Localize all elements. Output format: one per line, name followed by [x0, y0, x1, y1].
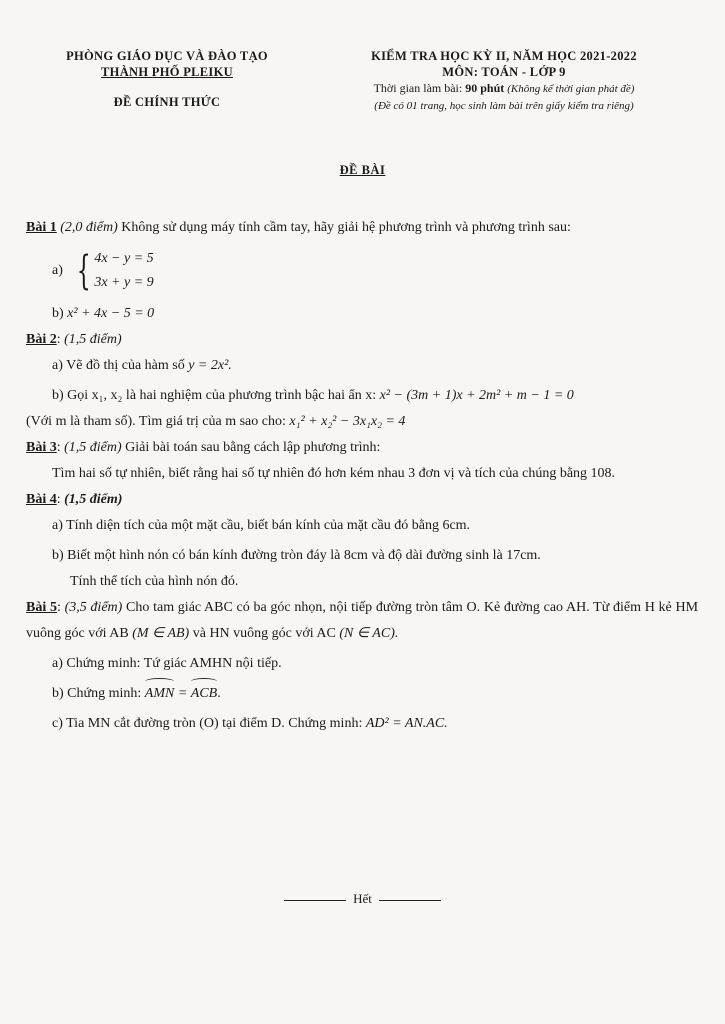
exam-title: KIỂM TRA HỌC KỲ II, NĂM HỌC 2021-2022 — [371, 49, 637, 63]
problem-2-label: Bài 2 — [26, 332, 57, 347]
problem-2b-text: b) Gọi x₁, x₂ là hai nghiệm của phương trình bậc hai ẩn x: — [52, 388, 377, 403]
problem-5: Bài 5: (3,5 điểm) Cho tam giác ABC có ba góc nhọn, nội tiếp đường tròn tâm O. Kẻ đường cao AH. Từ điểm H kẻ HM vuông góc với AB (M ∈ AB) và HN vuông góc với AC (N ∈ AC). — [26, 600, 699, 641]
problem-3-label: Bài 3 — [26, 440, 57, 455]
end-dash-right — [379, 900, 441, 901]
problem-4: Bài 4: (1,5 điểm) — [26, 492, 123, 507]
header-left — [38, 48, 296, 110]
problem-2b-condition: x₁² + x₂² − 3x₁x₂ = 4 — [289, 414, 406, 429]
end-dash-left — [284, 900, 346, 901]
problem-5c-prefix: c) Tia MN cắt đường tròn (O) tại điểm D. Chứng minh: — [52, 716, 363, 731]
time-value: 90 phút — [465, 81, 505, 95]
system-eq-2: 3x + y = 9 — [94, 275, 154, 290]
page-note: (Đề có 01 trang, học sinh làm bài trên giấy kiểm tra riêng) — [374, 100, 634, 112]
problem-2-points: (1,5 điểm) — [64, 332, 122, 347]
department-name: PHÒNG GIÁO DỤC VÀ ĐÀO TẠO — [66, 49, 268, 63]
page-note-line — [300, 97, 708, 114]
equals-sign: = — [174, 686, 191, 701]
problem-4-label: Bài 4 — [26, 492, 57, 507]
problem-2a-function: y = 2x². — [188, 358, 232, 373]
problem-2: Bài 2: (1,5 điểm) — [26, 332, 122, 347]
problem-5-text-2: và HN vuông góc với AC — [192, 626, 336, 641]
problem-1-points: (2,0 điểm) — [60, 220, 118, 235]
problem-1-text: Không sử dụng máy tính cầm tay, hãy giải hệ phương trình và phương trình sau: — [121, 220, 571, 235]
angle-amn: AMN — [145, 681, 175, 707]
problem-5c — [26, 711, 698, 737]
angle-acb: ACB — [191, 681, 217, 707]
problem-2a-text: a) Vẽ đồ thị của hàm số — [52, 358, 185, 373]
problem-3-points: (1,5 điểm) — [64, 440, 122, 455]
problem-2b-cont — [26, 409, 698, 435]
exam-body — [26, 215, 698, 737]
end-marker — [0, 891, 725, 907]
problem-3: Bài 3: (1,5 điểm) Giải bài toán sau bằng cách lập phương trình: — [26, 440, 381, 455]
problem-1 — [26, 215, 698, 241]
problem-5b-prefix: b) Chứng minh: — [52, 686, 142, 701]
time-note: (Không kể thời gian phát đề) — [507, 83, 635, 95]
problem-5-label: Bài 5 — [26, 600, 57, 615]
problem-1b-equation: x² + 4x − 5 = 0 — [67, 306, 155, 321]
official-exam-label: ĐỀ CHÍNH THỨC — [113, 95, 221, 109]
time-line — [300, 80, 708, 97]
problem-4b: b) Biết một hình nón có bán kính đường tròn đáy là 8cm và độ dài đường sinh là 17cm. — [52, 548, 541, 563]
problem-5a: a) Chứng minh: Tứ giác AMHN nội tiếp. — [52, 656, 282, 671]
problem-5-points: (3,5 điểm) — [64, 600, 123, 615]
problem-5c-equation: AD² = AN.AC. — [365, 716, 448, 731]
problem-2b-equation: x² − (3m + 1)x + 2m² + m − 1 = 0 — [379, 388, 574, 403]
end-text: Hết — [353, 891, 372, 906]
problem-5-condition-1: (M ∈ AB) — [132, 626, 190, 641]
time-prefix: Thời gian làm bài: — [373, 81, 463, 95]
problem-4b-cont: Tính thể tích của hình nón đó. — [70, 574, 239, 589]
problem-5-text-1: Cho tam giác ABC có ba góc nhọn, nội tiếp đường tròn tâm O. Kẻ đường cao AH. Từ điểm H kẻ HM vuông góc với AB — [26, 600, 699, 641]
problem-3-statement: Tìm hai số tự nhiên, biết rằng hai số tự nhiên đó hơn kém nhau 3 đơn vị và tích của chúng bằng 108. — [52, 466, 616, 481]
problem-4a: a) Tính diện tích của một mặt cầu, biết bán kính của mặt cầu đó bằng 6cm. — [52, 518, 471, 533]
problem-2b — [26, 383, 698, 409]
problem-1a-system — [26, 243, 698, 299]
section-title: ĐỀ BÀI — [339, 163, 386, 177]
problem-2a — [26, 353, 698, 379]
subject-line: MÔN: TOÁN - LỚP 9 — [442, 65, 566, 79]
problem-1b — [26, 301, 698, 327]
problem-5-condition-2: (N ∈ AC). — [339, 626, 399, 641]
problem-1-label: Bài 1 — [26, 220, 57, 235]
header-right — [300, 48, 708, 114]
problem-3-text: Giải bài toán sau bằng cách lập phương trình: — [125, 440, 381, 455]
problem-4-points: (1,5 điểm) — [64, 492, 123, 507]
problem-1b-label: b) — [52, 306, 64, 321]
city-name: THÀNH PHỐ PLEIKU — [101, 65, 233, 79]
problem-5b — [26, 681, 698, 707]
problem-5b-end: . — [217, 686, 221, 701]
system-eq-1: 4x − y = 5 — [94, 251, 154, 266]
problem-1a-label: a) — [52, 263, 63, 278]
problem-2b-cont-text: (Với m là tham số). Tìm giá trị của m sao cho: — [26, 414, 286, 429]
brace-symbol: { — [76, 248, 91, 294]
